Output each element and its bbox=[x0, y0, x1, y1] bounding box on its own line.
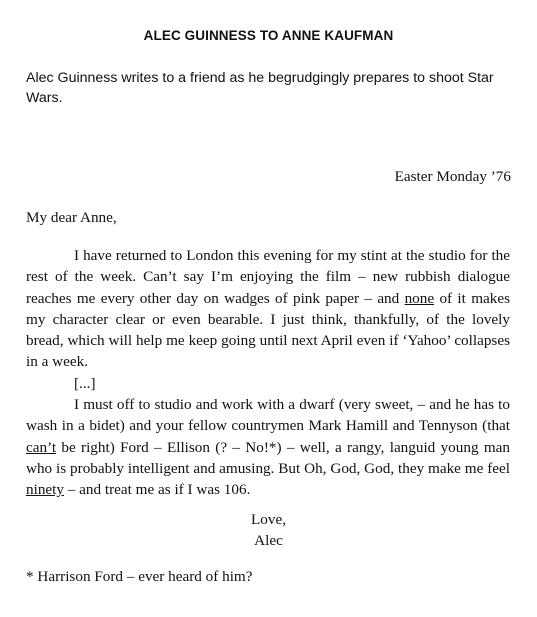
underlined-word-ninety: ninety bbox=[26, 481, 64, 499]
paragraph-1-text-b: of it makes my character clear or even bearable. I just think, thankfully, of the lovely bread, which will help me keep going until next April even if ‘Yahoo’ collapses in a week. bbox=[26, 289, 510, 371]
signature: Alec bbox=[254, 532, 283, 550]
intro-text: Alec Guinness writes to a friend as he begrudgingly prepares to shoot Star Wars. bbox=[26, 70, 494, 106]
page-title: ALEC GUINNESS TO ANNE KAUFMAN bbox=[143, 28, 394, 43]
letter-date: Easter Monday ’76 bbox=[394, 168, 511, 185]
paragraph-2-text-c: – and treat me as if I was 106. bbox=[63, 481, 251, 499]
letter-body bbox=[26, 245, 510, 501]
underlined-word-cant: can’t bbox=[26, 438, 57, 456]
underlined-word-none: none bbox=[404, 289, 435, 307]
letter-paragraph-2 bbox=[26, 394, 510, 500]
paragraph-1-text-a: I have returned to London this evening for my stint at the studio for the rest of the week. Can’t say I’m enjoying the film – new rubbish dialogue reaches me every other day on wadges of pink paper – and bbox=[26, 247, 510, 307]
closing-phrase: Love, bbox=[250, 511, 286, 528]
footnote: * Harrison Ford – ever heard of him? bbox=[26, 568, 253, 585]
letter-closing bbox=[0, 509, 537, 552]
paragraph-2-text-b: be right) Ford – Ellison (? – No!*) – well, a rangy, languid young man who is probably intelligent and amusing. But Oh, God, God, they make me feel bbox=[26, 438, 510, 477]
paragraph-2-text-a: I must off to studio and work with a dwarf (very sweet, – and he has to wash in a bidet) and your fellow countrymen Mark Hamill and Tennyson (that bbox=[26, 396, 510, 435]
letter-salutation: My dear Anne, bbox=[26, 209, 117, 226]
letter-paragraph-1 bbox=[26, 245, 510, 373]
omission-marker: [...] bbox=[74, 374, 96, 392]
